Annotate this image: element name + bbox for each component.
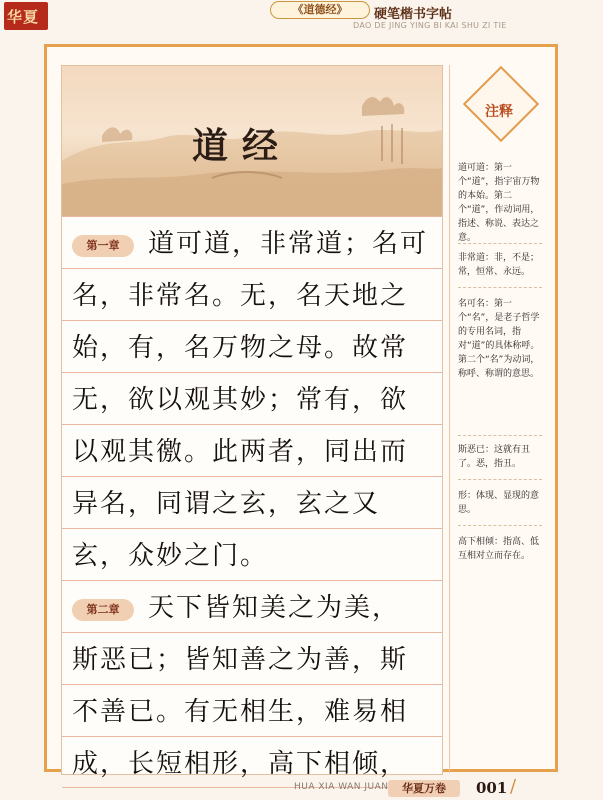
text-line: 异名，同谓之玄，玄之又 (72, 489, 381, 519)
header-pinyin: DAO DE JING YING BI KAI SHU ZI TIE (353, 21, 507, 30)
text-row (62, 632, 442, 684)
slash-decoration: / (510, 776, 517, 797)
note-item: 高下相倾：指高、低互相对立而存在。 (458, 537, 540, 561)
landscape-banner (62, 66, 442, 216)
note-item: 道可道：第一个“道”，指宇宙万物的本始。第二个“道”，作动词用，指述、称说、表达之意。 (458, 163, 540, 243)
text-line: 始，有，名万物之母。故常 (72, 333, 409, 363)
page-footer (0, 778, 603, 800)
text-line: 天下皆知美之为美， (148, 593, 401, 623)
chapter-label: 第二章 (86, 603, 120, 616)
text-row (62, 424, 442, 476)
page-number: 001 (476, 779, 508, 797)
text-row (62, 476, 442, 528)
text-row (62, 528, 442, 580)
text-row (62, 684, 442, 736)
text-line: 以观其徼。此两者，同出而 (72, 437, 409, 467)
text-row (62, 268, 442, 320)
logo-text: 华夏 (7, 8, 40, 26)
note-divider (458, 479, 542, 480)
note-divider (458, 525, 542, 526)
text-line: 斯恶已；皆知善之为善，斯 (72, 645, 409, 675)
chapter-label: 第一章 (86, 239, 120, 252)
text-line: 道可道，非常道；名可 (148, 229, 429, 259)
note-item: 形：体现、显现的意思。 (458, 491, 540, 515)
book-title-pill (270, 1, 370, 19)
notes-heading-label: 注释 (485, 104, 513, 120)
chapter-badge (72, 235, 134, 257)
text-line: 不善已。有无相生，难易相 (72, 697, 409, 727)
footer-brand: 华夏万卷 (402, 782, 446, 795)
note-divider (458, 287, 542, 288)
note-item: 斯恶已：这就有丑了。恶，指丑。 (458, 445, 531, 469)
text-row (62, 216, 442, 268)
writing-grid (62, 216, 442, 788)
note-divider (458, 243, 542, 244)
copybook-panel (61, 65, 443, 779)
page-header (0, 0, 603, 34)
chapter-title: 道经 (192, 125, 293, 167)
notes-heading (458, 71, 540, 149)
publisher-logo (4, 2, 48, 30)
header-subtitle: 硬笔楷书字帖 (374, 7, 453, 22)
text-row (62, 580, 442, 632)
note-item: 名可名：第一个“名”，是老子哲学的专用名词，指对“道”的具体称呼。第二个“名”为动词，称呼、称谓的意思。 (458, 299, 540, 379)
text-line: 无，欲以观其妙；常有，欲 (72, 385, 409, 415)
book-title: 《道德经》 (292, 3, 348, 16)
chapter-badge (72, 599, 134, 621)
page-frame (44, 44, 558, 779)
text-row (62, 320, 442, 372)
footer-english: HUA XIA WAN JUAN (294, 782, 389, 792)
text-line: 成，长短相形，高下相倾， (72, 749, 409, 779)
footer-brand-pill (388, 780, 460, 797)
note-divider (458, 435, 542, 436)
notes-column (449, 65, 548, 773)
text-line: 名，非常名。无，名天地之 (72, 281, 409, 311)
text-row (62, 372, 442, 424)
note-item: 非常道：非，不是；常，恒常、永远。 (458, 253, 540, 277)
text-line: 玄，众妙之门。 (72, 541, 269, 571)
